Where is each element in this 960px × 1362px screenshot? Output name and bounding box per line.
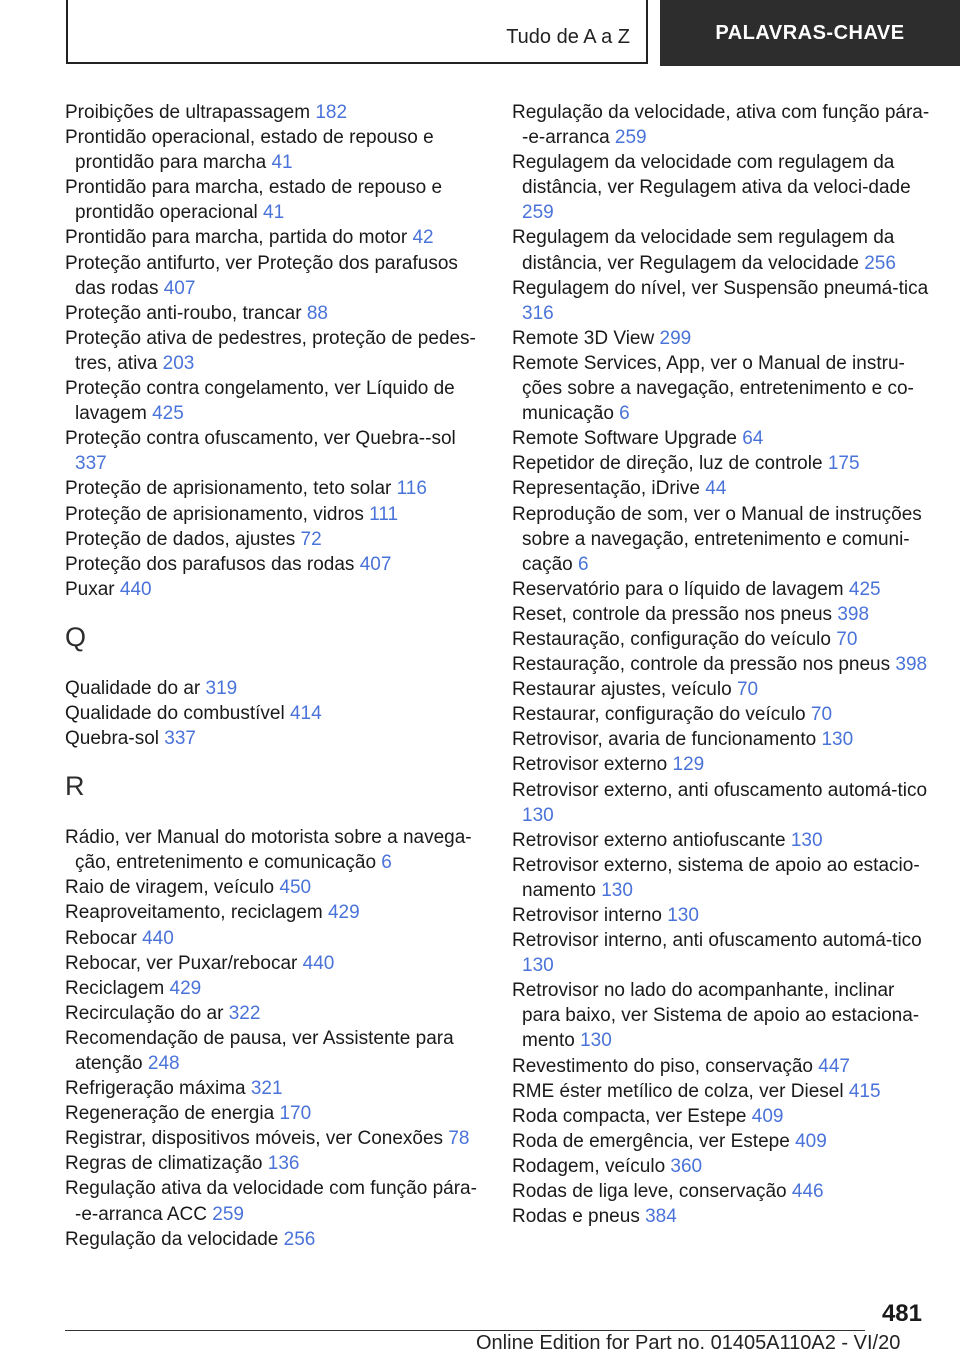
- index-entry-text: Rebocar, ver Puxar/rebocar: [65, 952, 303, 974]
- index-entry-text: Retrovisor interno: [512, 905, 668, 926]
- index-entry: [512, 1179, 932, 1204]
- page-reference-link[interactable]: 6: [577, 553, 589, 575]
- index-entry: [65, 951, 485, 976]
- page-reference-link[interactable]: 70: [736, 679, 759, 701]
- index-entry: [65, 1151, 485, 1176]
- index-entry: [512, 351, 932, 426]
- index-entry: [512, 1129, 932, 1154]
- page-reference-link[interactable]: 321: [250, 1078, 283, 1100]
- index-entry: [512, 978, 932, 1053]
- page-reference-link[interactable]: 407: [359, 553, 392, 575]
- section-letter: R: [65, 771, 85, 802]
- page-reference-link[interactable]: 136: [267, 1153, 300, 1175]
- index-entry-text: Retrovisor, avaria de funcionamento: [512, 729, 822, 751]
- index-entry: [512, 1204, 932, 1229]
- section-title: Tudo de A a Z: [506, 26, 630, 48]
- index-entry: [512, 828, 932, 853]
- index-entry: [65, 552, 485, 577]
- index-entry: [512, 1154, 932, 1179]
- page-reference-link[interactable]: 116: [396, 478, 427, 500]
- index-entry-text: Proibições de ultrapassagem: [65, 102, 316, 123]
- footer-divider: [65, 1330, 865, 1331]
- page-reference-link[interactable]: 70: [810, 704, 833, 726]
- page-reference-link[interactable]: 256: [864, 252, 896, 274]
- page-reference-link[interactable]: 319: [205, 677, 238, 699]
- index-entry-text: Remote 3D View: [512, 327, 660, 349]
- index-entry-text: Regeneração de energia: [65, 1103, 280, 1125]
- page-reference-link[interactable]: 182: [315, 102, 348, 123]
- index-entry-text: Quebra-sol: [65, 728, 165, 750]
- keywords-tab[interactable]: [660, 0, 960, 66]
- index-entry: [512, 225, 932, 275]
- index-entry: [512, 276, 932, 326]
- index-entry-text: Repetidor de direção, luz de controle: [512, 453, 828, 475]
- index-entry: [512, 853, 932, 903]
- index-entry-text: Registrar, dispositivos móveis, ver Conexões: [65, 1128, 449, 1150]
- index-entry-text: Retrovisor no lado do acompanhante, inclinar para baixo, ver Sistema de apoio ao estaciona-mento: [512, 980, 920, 1052]
- index-entry: [512, 1079, 932, 1104]
- page-reference-link[interactable]: 6: [381, 852, 392, 874]
- page-reference-link[interactable]: 130: [821, 729, 854, 751]
- page-reference-link[interactable]: 259: [522, 202, 554, 224]
- index-entry: [65, 926, 485, 951]
- index-entry-text: Recomendação de pausa, ver Assistente para atenção: [65, 1027, 454, 1074]
- page-reference-link[interactable]: 316: [522, 302, 554, 324]
- page-reference-link[interactable]: 130: [790, 829, 823, 851]
- page-reference-link[interactable]: 337: [164, 728, 196, 750]
- page-reference-link[interactable]: 42: [412, 227, 434, 249]
- page-reference-link[interactable]: 425: [152, 403, 184, 425]
- index-entry: [512, 677, 932, 702]
- index-entry-text: Proteção anti-roubo, trancar: [65, 302, 307, 324]
- page-reference-link[interactable]: 130: [580, 1030, 612, 1052]
- index-entry-text: Proteção de aprisionamento, teto solar: [65, 478, 397, 500]
- index-entry: [512, 727, 932, 752]
- index-entry: [65, 125, 485, 175]
- index-entry: [65, 1126, 485, 1151]
- page-reference-link[interactable]: 409: [751, 1105, 784, 1127]
- index-entry: [512, 752, 932, 777]
- index-entry: [512, 100, 932, 150]
- index-entry-text: Reciclagem: [65, 977, 170, 999]
- index-entry-text: Retrovisor externo, sistema de apoio ao estacio-namento: [512, 854, 920, 901]
- index-entry-text: Reprodução de som, ver o Manual de instruções sobre a navegação, entretenimento e comuni-cação: [512, 503, 922, 575]
- page-reference-link[interactable]: 6: [619, 403, 630, 425]
- page-reference-link[interactable]: 78: [448, 1128, 470, 1150]
- index-entry-text: Revestimento do piso, conservação: [512, 1055, 819, 1077]
- index-entry: [512, 426, 932, 451]
- index-entry: [512, 502, 932, 577]
- index-entry: [65, 1001, 485, 1026]
- index-entry-text: Prontidão operacional, estado de repouso e prontidão para marcha: [65, 127, 434, 174]
- page-reference-link[interactable]: 447: [818, 1055, 850, 1077]
- index-entry-text: Reservatório para o líquido de lavagem: [512, 578, 849, 600]
- index-entry-text: Regulação da velocidade, ativa com função pára-‑e-arranca: [512, 102, 930, 149]
- index-entry-text: Rodagem, veículo: [512, 1155, 671, 1177]
- page-reference-link[interactable]: 415: [848, 1080, 881, 1102]
- index-entry-text: Retrovisor externo antiofuscante: [512, 829, 791, 851]
- index-entry-text: Restaurar ajustes, veículo: [512, 679, 737, 701]
- index-entry-text: Roda compacta, ver Estepe: [512, 1105, 752, 1127]
- page-reference-link[interactable]: 337: [75, 453, 107, 475]
- index-entry: [512, 150, 932, 225]
- page-reference-link[interactable]: 130: [601, 879, 633, 901]
- index-entry-text: Regulação ativa da velocidade com função pára-‑e-arranca ACC: [65, 1178, 477, 1225]
- page-reference-link[interactable]: 41: [263, 202, 285, 224]
- page-reference-link[interactable]: 203: [162, 352, 195, 374]
- page-reference-link[interactable]: 111: [369, 503, 399, 525]
- index-entry-text: Raio de viragem, veículo: [65, 877, 280, 899]
- index-entry-text: Reaproveitamento, reciclagem: [65, 902, 328, 924]
- page-reference-link[interactable]: 409: [795, 1130, 827, 1152]
- index-entry-text: Restauração, controle da pressão nos pneus: [512, 654, 896, 676]
- edition-footer: Online Edition for Part no. 01405A110A2 - VI/20: [476, 1332, 901, 1354]
- index-entry: [512, 577, 932, 602]
- index-entry-text: Rodas e pneus: [512, 1206, 646, 1228]
- index-column-left: [65, 100, 485, 1252]
- index-entry: [65, 326, 485, 376]
- index-entry-text: Regras de climatização: [65, 1153, 268, 1175]
- page-reference-link[interactable]: 450: [279, 877, 312, 899]
- page-reference-link[interactable]: 248: [147, 1053, 180, 1074]
- index-entry-text: Remote Services, App, ver o Manual de instru-ções sobre a navegação, entretenimento e co-municação: [512, 352, 914, 425]
- index-entry-text: Regulagem da velocidade sem regulagem da distância, ver Regulagem da velocidade: [512, 227, 895, 274]
- page-reference-link[interactable]: 256: [283, 1228, 316, 1250]
- page-reference-link[interactable]: 407: [163, 277, 196, 299]
- index-entry: [65, 1227, 485, 1252]
- keywords-tab-label: PALAVRAS-CHAVE: [715, 21, 905, 44]
- page-reference-link[interactable]: 170: [279, 1103, 312, 1125]
- index-entry: [512, 1104, 932, 1129]
- page-reference-link[interactable]: 429: [169, 977, 202, 999]
- page-reference-link[interactable]: 130: [667, 905, 699, 926]
- index-entry-text: Puxar: [65, 578, 120, 600]
- page-reference-link[interactable]: 425: [848, 578, 881, 600]
- index-entry-text: Proteção contra congelamento, ver Líquido de lavagem: [65, 378, 455, 425]
- index-entry: [65, 1076, 485, 1101]
- index-entry: [512, 326, 932, 351]
- index-entry: [512, 476, 932, 501]
- index-entry: [65, 225, 485, 250]
- index-entry-text: Representação, iDrive: [512, 478, 706, 500]
- page-reference-link[interactable]: 88: [306, 302, 328, 324]
- index-entry: [512, 702, 932, 727]
- index-entry-text: Rebocar: [65, 927, 143, 949]
- index-entry: [512, 627, 932, 652]
- index-entry: [65, 251, 485, 301]
- page-reference-link[interactable]: 440: [119, 578, 152, 600]
- page-reference-link[interactable]: 440: [302, 952, 335, 974]
- page-reference-link[interactable]: 129: [672, 754, 705, 776]
- index-entry: [512, 652, 932, 677]
- index-entry: [512, 602, 932, 627]
- page-reference-link[interactable]: 130: [522, 804, 554, 826]
- page-reference-link[interactable]: 429: [327, 902, 360, 924]
- index-entry-text: Proteção ativa de pedestres, proteção de pedes-tres, ativa: [65, 327, 476, 374]
- index-entry: [512, 778, 932, 828]
- page-reference-link[interactable]: 41: [271, 152, 293, 174]
- index-entry-text: Remote Software Upgrade: [512, 428, 743, 450]
- index-entry: [65, 1026, 485, 1076]
- page-number: 481: [881, 1300, 922, 1327]
- page-reference-link[interactable]: 398: [895, 654, 928, 676]
- index-entry: [65, 376, 485, 426]
- index-entry: [65, 976, 485, 1001]
- index-entry: [65, 825, 485, 875]
- page-reference-link[interactable]: 259: [212, 1203, 244, 1225]
- page-reference-link[interactable]: 440: [142, 927, 174, 949]
- page-reference-link[interactable]: 44: [705, 478, 727, 500]
- index-entry: [65, 577, 485, 602]
- index-entry: [65, 1101, 485, 1126]
- page-reference-link[interactable]: 130: [522, 955, 554, 977]
- index-entry-text: RME éster metílico de colza, ver Diesel: [512, 1080, 849, 1102]
- index-entry: [65, 527, 485, 552]
- index-entry-text: Proteção de aprisionamento, vidros: [65, 503, 370, 525]
- index-entry-text: Regulagem do nível, ver Suspensão pneumá-tica: [512, 277, 929, 299]
- index-entry: [65, 502, 485, 527]
- index-entry-text: Rodas de liga leve, conservação: [512, 1181, 792, 1203]
- index-entry: [65, 676, 485, 701]
- page-reference-link[interactable]: 259: [614, 127, 647, 149]
- index-entry-text: Retrovisor externo, anti ofuscamento automá-tico: [512, 779, 928, 801]
- index-entry: [512, 903, 932, 928]
- index-entry: [65, 726, 485, 751]
- index-entry-text: Proteção de dados, ajustes: [65, 528, 301, 550]
- index-entry: [65, 175, 485, 225]
- index-entry: [65, 875, 485, 900]
- index-entry-text: Prontidão para marcha, estado de repouso e prontidão operacional: [65, 177, 443, 224]
- index-entry-text: Qualidade do combustível: [65, 702, 290, 724]
- index-entry-text: Refrigeração máxima: [65, 1078, 251, 1100]
- index-entry-text: Recirculação do ar: [65, 1002, 229, 1024]
- index-entry-text: Reset, controle da pressão nos pneus: [512, 603, 838, 625]
- index-entry-text: Roda de emergência, ver Estepe: [512, 1130, 796, 1152]
- page-reference-link[interactable]: 175: [827, 453, 860, 475]
- index-entry-text: Qualidade do ar: [65, 677, 206, 699]
- index-entry: [65, 701, 485, 726]
- page-reference-link[interactable]: 384: [645, 1206, 677, 1228]
- index-entry: [65, 900, 485, 925]
- page-reference-link[interactable]: 70: [836, 628, 858, 650]
- index-column-right: [512, 100, 932, 1229]
- index-entry: [512, 1054, 932, 1079]
- index-entry: [65, 301, 485, 326]
- section-letter: Q: [65, 621, 87, 652]
- page-reference-link[interactable]: 299: [659, 327, 692, 349]
- index-entry-text: Proteção antifurto, ver Proteção dos parafusos das rodas: [65, 252, 458, 299]
- index-entry-text: Regulagem da velocidade com regulagem da distância, ver Regulagem ativa da veloci-dade: [512, 152, 911, 199]
- index-entry-text: Retrovisor interno, anti ofuscamento automá-tico: [512, 930, 922, 952]
- index-entry-text: Prontidão para marcha, partida do motor: [65, 227, 413, 249]
- page-reference-link[interactable]: 414: [289, 702, 322, 724]
- index-entry-text: Proteção contra ofuscamento, ver Quebra-‑sol: [65, 428, 456, 450]
- index-entry: [512, 928, 932, 978]
- index-entry: [512, 451, 932, 476]
- page-reference-link[interactable]: 72: [300, 528, 322, 550]
- page-reference-link[interactable]: 64: [742, 428, 764, 450]
- page-reference-link[interactable]: 360: [670, 1155, 703, 1177]
- index-entry: [65, 476, 485, 501]
- index-entry-text: Restaurar, configuração do veículo: [512, 704, 811, 726]
- index-entry-text: Retrovisor externo: [512, 754, 673, 776]
- index-entry-text: Restauração, configuração do veículo: [512, 628, 837, 650]
- index-entry-text: Proteção dos parafusos das rodas: [65, 553, 360, 575]
- index-entry: [65, 426, 485, 476]
- page-reference-link[interactable]: 398: [837, 603, 870, 625]
- index-entry-text: Rádio, ver Manual do motorista sobre a navega-ção, entretenimento e comunicação: [65, 827, 472, 874]
- index-entry: [65, 100, 485, 125]
- index-entry: [65, 1176, 485, 1226]
- page-reference-link[interactable]: 322: [228, 1002, 261, 1024]
- index-entry-text: Regulação da velocidade: [65, 1228, 284, 1250]
- page-reference-link[interactable]: 446: [791, 1181, 824, 1203]
